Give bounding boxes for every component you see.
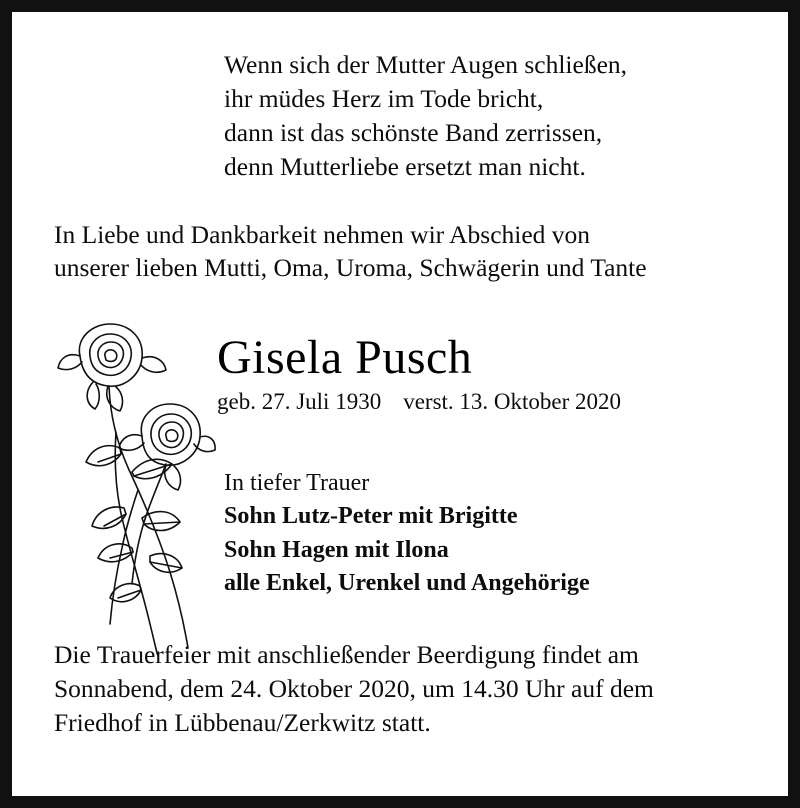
funeral-line: Die Trauerfeier mit anschließender Beerdigung findet am: [54, 639, 639, 669]
funeral-line: Friedhof in Lübbenau/Zerkwitz statt.: [54, 707, 431, 737]
rose-bouquet-icon: [46, 312, 216, 662]
introduction-text: [12, 218, 788, 285]
life-dates: [217, 389, 788, 415]
funeral-line: Sonnabend, dem 24. Oktober 2020, um 14.30 Uhr auf dem: [54, 673, 654, 703]
poem-line: ihr müdes Herz im Tode bricht,: [224, 83, 544, 113]
poem-line: dann ist das schönste Band zerrissen,: [224, 117, 603, 147]
mourning-lead: In tiefer Trauer: [224, 470, 370, 497]
obituary-frame: [10, 10, 790, 798]
deceased-name: Gisela Pusch: [217, 330, 473, 384]
poem-line: Wenn sich der Mutter Augen schließen,: [224, 50, 628, 79]
intro-line: In Liebe und Dankbarkeit nehmen wir Abschied von: [54, 219, 591, 249]
mourner-line: Sohn Hagen mit Ilona: [224, 536, 449, 563]
birth-date: geb. 27. Juli 1930: [217, 389, 382, 415]
mourner-line: Sohn Lutz-Peter mit Brigitte: [224, 503, 518, 530]
memorial-poem: [12, 48, 788, 184]
poem-line: denn Mutterliebe ersetzt man nicht.: [224, 151, 586, 181]
death-date: verst. 13. Oktober 2020: [403, 389, 622, 415]
intro-line: unserer lieben Mutti, Oma, Uroma, Schwägerin und Tante: [54, 253, 647, 283]
mourner-line: alle Enkel, Urenkel und Angehörige: [224, 569, 590, 596]
